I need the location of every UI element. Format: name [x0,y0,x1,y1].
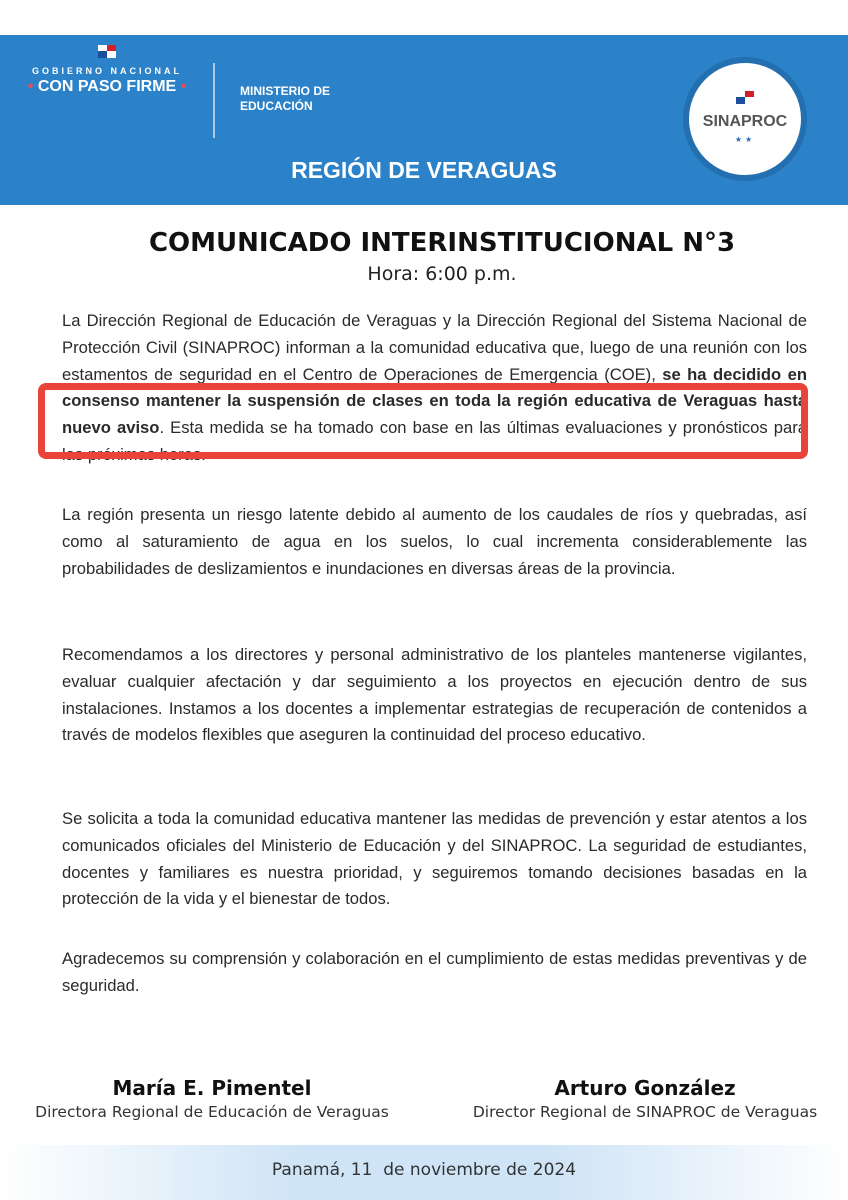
ministerio-logo [240,84,330,114]
signer-role: Directora Regional de Educación de Veraguas [35,1103,389,1121]
paragraph-1-bold: se ha decidido en consenso mantener la suspensión de clases en toda la región educativa de Veraguas hasta nuevo aviso [62,364,807,438]
paragraph-2: La región presenta un riesgo latente debido al aumento de los caudales de ríos y quebradas, así como al saturamiento de agua en los suelos, lo cual incrementa considerablemente las probabilidades de deslizamientos e inundaciones en diversas áreas de la provincia. [62,505,807,578]
gobierno-nacional-logo [22,45,192,96]
ministerio-line-2: EDUCACIÓN [240,99,313,113]
document-time: Hora: 6:00 p.m. [367,263,517,285]
logo-line-1: GOBIERNO NACIONAL [32,66,182,76]
logo-slogan: CON PASO FIRME [37,78,177,95]
panama-flag-icon [98,45,116,58]
document-title: COMUNICADO INTERINSTITUCIONAL N°3 [148,228,736,258]
ministerio-line-1: MINISTERIO DE [240,84,331,98]
signer-name: María E. Pimentel [112,1076,312,1100]
sinaproc-text: SINAPROC [702,113,788,130]
logo-line-2: • CON PASO FIRME • [27,78,187,95]
signer-role: Director Regional de SINAPROC de Veraguas [472,1103,818,1121]
paragraph-1-text: La Dirección Regional de Educación de Veraguas y la Dirección Regional del Sistema Nacional de Protección Civil (SINAPROC) informan a la comunidad educativa que, luego de una reunión con los estamentos de seguridad en el Centro de Operaciones de Emergencia (COE), [62,311,807,384]
signature-left [12,1076,412,1121]
paragraph-4: Se solicita a toda la comunidad educativa mantener las medidas de prevención y estar atentos a los comunicados oficiales del Ministerio de Educación y del SINAPROC. La seguridad de estudiantes, docentes y familiares es nuestra prioridad, y seguiremos tomando decisiones basadas en la protección de la vida y el bienestar de todos. [62,809,807,909]
region-title: REGIÓN DE VERAGUAS [291,157,557,183]
signature-right [445,1076,845,1121]
highlight-box [38,383,808,459]
paragraph-1-end: . Esta medida se ha tomado con base en las últimas evaluaciones y pronósticos para las próximas horas. [62,418,807,464]
signer-name: Arturo González [554,1076,736,1100]
logo-divider [213,63,215,138]
panama-flag-icon [736,91,754,104]
paragraph-5: Agradecemos su comprensión y colaboración en el cumplimiento de estas medidas preventivas y de seguridad. [62,949,807,995]
stars-icon: ★★ [734,135,756,144]
paragraph-3: Recomendamos a los directores y personal administrativo de los planteles mantenerse vigilantes, evaluar cualquier afectación y dar seguimiento a los proyectos en ejecución dentro de sus instalaciones. Instamos a los docentes a implementar estrategias de recuperación de contenidos a través de modelos flexibles que aseguren la continuidad del proceso educativo. [62,645,807,745]
document-date: Panamá, 11 de noviembre de 2024 [271,1160,577,1180]
